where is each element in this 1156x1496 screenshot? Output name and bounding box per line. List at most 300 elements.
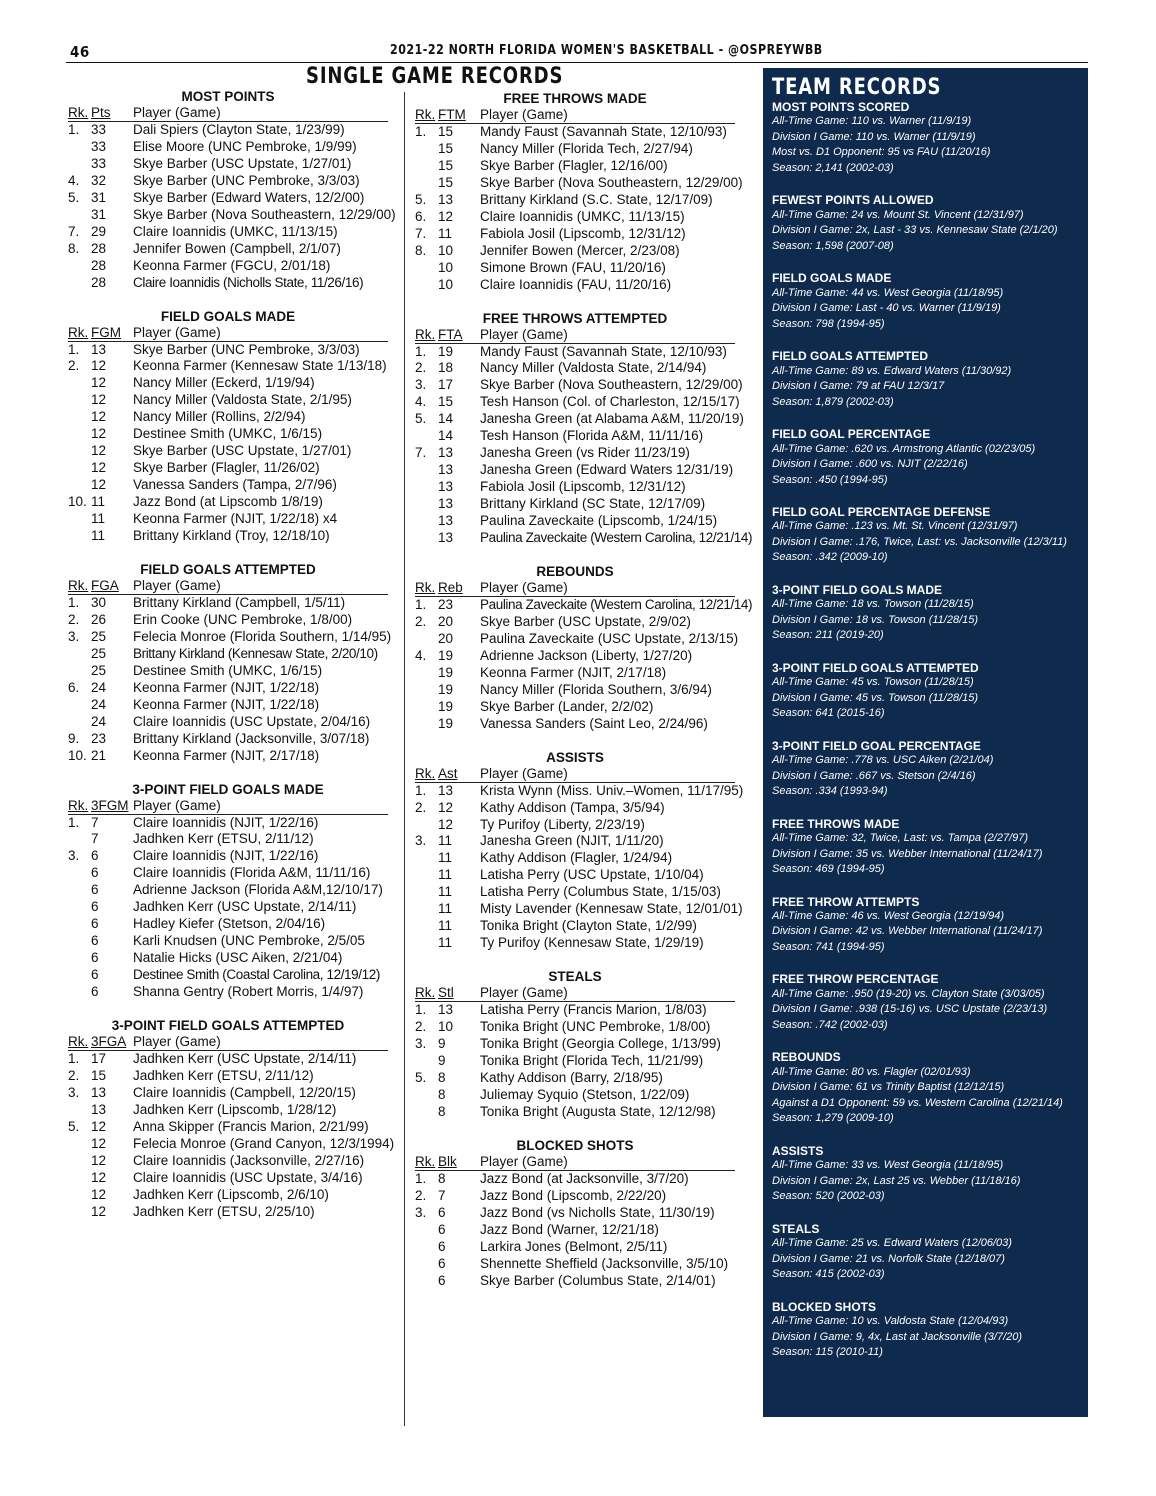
team-record bbox=[772, 895, 1088, 956]
rank: 8. bbox=[415, 242, 427, 258]
player-header: Player (Game) bbox=[133, 577, 221, 593]
team-record-line: All-Time Game: 89 vs. Edward Waters (11/30/92) bbox=[772, 364, 1012, 377]
player-game: Simone Brown (FAU, 11/20/16) bbox=[480, 259, 666, 275]
rank-header: Rk. bbox=[68, 577, 89, 593]
record-row bbox=[415, 260, 745, 277]
category-header-row bbox=[68, 578, 388, 595]
player-game: Paulina Zaveckaite (Lipscomb, 1/24/15) bbox=[480, 513, 718, 529]
player-game: Skye Barber (Flagler, 11/26/02) bbox=[133, 460, 320, 476]
team-record-line: Division I Game: Last - 40 vs. Warner (11/9/19) bbox=[772, 302, 1001, 315]
record-row bbox=[68, 190, 398, 207]
record-row bbox=[68, 984, 398, 1001]
rank bbox=[68, 1102, 91, 1119]
rank bbox=[68, 865, 91, 882]
category-header-row bbox=[415, 107, 735, 124]
rank bbox=[415, 479, 438, 496]
record-row bbox=[415, 1036, 745, 1053]
player-header: Player (Game) bbox=[480, 579, 568, 595]
rank: 10. bbox=[68, 747, 87, 763]
record-row bbox=[415, 124, 745, 141]
team-record-line: Division I Game: 45 vs. Towson (11/28/15) bbox=[772, 691, 979, 704]
player-game: Destinee Smith (Coastal Carolina, 12/19/12) bbox=[133, 967, 380, 983]
record-row bbox=[415, 1019, 745, 1036]
rank: 1. bbox=[68, 122, 80, 137]
rank: 4. bbox=[415, 394, 427, 410]
record-value: 12 bbox=[91, 392, 107, 408]
player-header: Player (Game) bbox=[133, 105, 221, 120]
record-row bbox=[415, 1188, 745, 1205]
record-value: 23 bbox=[91, 730, 107, 746]
rank bbox=[415, 1222, 438, 1239]
record-value: 13 bbox=[438, 445, 454, 461]
record-row bbox=[415, 833, 745, 850]
team-record-line: Season: .742 (2002-03) bbox=[772, 1018, 888, 1031]
player-game: Latisha Perry (Columbus State, 1/15/03) bbox=[480, 884, 721, 900]
team-record-line: Most vs. D1 Opponent: 95 vs FAU (11/20/16) bbox=[772, 146, 991, 159]
record-row bbox=[68, 697, 398, 714]
record-row bbox=[415, 1222, 745, 1239]
record-value: 15 bbox=[438, 140, 454, 156]
record-value: 11 bbox=[438, 833, 453, 849]
record-value: 11 bbox=[438, 867, 453, 883]
rank: 7. bbox=[415, 225, 427, 241]
record-row bbox=[68, 646, 398, 663]
rank: 1. bbox=[68, 814, 80, 830]
record-value: 12 bbox=[91, 460, 107, 476]
record-value: 6 bbox=[91, 882, 99, 898]
player-game: Ty Purifoy (Liberty, 2/23/19) bbox=[480, 816, 645, 832]
player-game: Brittany Kirkland (Kennesaw State, 2/20/10) bbox=[133, 645, 378, 661]
record-category bbox=[68, 88, 398, 292]
record-row bbox=[415, 1070, 745, 1087]
record-value: 15 bbox=[438, 157, 454, 173]
player-game: Tesh Hanson (Florida A&M, 11/11/16) bbox=[480, 428, 704, 444]
category-header-row bbox=[415, 1154, 735, 1171]
rank: 6. bbox=[68, 679, 80, 695]
player-game: Jazz Bond (Lipscomb, 2/22/20) bbox=[480, 1187, 667, 1203]
record-value: 13 bbox=[438, 1002, 454, 1018]
rank: 4. bbox=[415, 647, 427, 663]
record-value: 11 bbox=[91, 511, 106, 527]
player-header: Player (Game) bbox=[133, 324, 221, 340]
record-value: 12 bbox=[91, 358, 107, 374]
record-row bbox=[68, 848, 398, 865]
player-game: Jadhken Kerr (USC Upstate, 2/14/11) bbox=[133, 1050, 357, 1066]
record-row bbox=[68, 258, 398, 275]
record-value: 13 bbox=[438, 191, 454, 207]
record-row bbox=[68, 612, 398, 629]
team-record-line: All-Time Game: 25 vs. Edward Waters (12/06/03) bbox=[772, 1237, 1012, 1250]
player-game: Skye Barber (USC Upstate, 2/9/02) bbox=[480, 613, 691, 629]
rank bbox=[68, 984, 91, 1001]
record-row bbox=[68, 595, 398, 612]
record-value: 24 bbox=[91, 713, 107, 729]
record-row bbox=[415, 530, 753, 547]
player-game: Claire Ioannidis (Jacksonville, 2/27/16) bbox=[133, 1152, 365, 1168]
record-value: 12 bbox=[91, 443, 107, 459]
player-game: Claire Ioannidis (USC Upstate, 2/04/16) bbox=[133, 713, 371, 729]
player-game: Destinee Smith (UMKC, 1/6/15) bbox=[133, 662, 323, 678]
record-value: 10 bbox=[438, 1019, 454, 1035]
record-row bbox=[415, 1239, 745, 1256]
player-game: Nancy Miller (Valdosta State, 2/14/94) bbox=[480, 360, 707, 376]
rank: 1. bbox=[415, 1170, 427, 1186]
record-row bbox=[415, 1104, 745, 1121]
rank bbox=[68, 1136, 91, 1153]
record-row bbox=[68, 629, 398, 646]
player-header: Player (Game) bbox=[480, 326, 568, 342]
value-header: Pts bbox=[91, 105, 111, 120]
category-title: 3-POINT FIELD GOALS MADE bbox=[132, 781, 324, 797]
record-row bbox=[415, 783, 745, 800]
column-divider bbox=[404, 92, 405, 1426]
rank bbox=[415, 513, 438, 530]
record-value: 19 bbox=[438, 698, 454, 714]
record-value: 15 bbox=[438, 174, 454, 190]
record-value: 12 bbox=[91, 409, 107, 425]
record-row bbox=[68, 1068, 398, 1085]
record-value: 6 bbox=[91, 899, 99, 915]
record-value: 12 bbox=[91, 1169, 107, 1185]
rank bbox=[68, 933, 91, 950]
record-value: 25 bbox=[91, 645, 107, 661]
record-row bbox=[68, 882, 398, 899]
record-value: 26 bbox=[91, 611, 107, 627]
team-record-line: Against a D1 Opponent: 59 vs. Western Carolina (12/21/14) bbox=[772, 1096, 1063, 1109]
team-record-line: Season: 1,879 (2002-03) bbox=[772, 395, 894, 408]
record-value: 19 bbox=[438, 715, 454, 731]
record-row bbox=[68, 1170, 398, 1187]
player-game: Keonna Farmer (Kennesaw State 1/13/18) bbox=[133, 358, 387, 374]
record-value: 13 bbox=[91, 341, 107, 357]
record-value: 12 bbox=[91, 1203, 107, 1219]
category-header-row bbox=[415, 766, 735, 783]
rank: 2. bbox=[415, 1019, 427, 1035]
player-game: Jadhken Kerr (ETSU, 2/11/12) bbox=[133, 831, 314, 847]
team-records-heading: TEAM RECORDS bbox=[772, 75, 942, 100]
rank bbox=[68, 477, 91, 494]
record-row bbox=[415, 1273, 745, 1290]
record-row bbox=[68, 375, 398, 392]
record-row bbox=[68, 477, 398, 494]
record-value: 15 bbox=[438, 394, 454, 410]
team-record-line: Season: 2,141 (2002-03) bbox=[772, 161, 894, 174]
category-title: FIELD GOALS ATTEMPTED bbox=[140, 561, 316, 577]
player-header: Player (Game) bbox=[480, 765, 568, 781]
rank: 3. bbox=[68, 1084, 80, 1100]
record-value: 11 bbox=[91, 494, 106, 510]
team-record-line: All-Time Game: 33 vs. West Georgia (11/18/95) bbox=[772, 1159, 1004, 1172]
player-game: Mandy Faust (Savannah State, 12/10/93) bbox=[480, 343, 727, 359]
player-game: Skye Barber (Nova Southeastern, 12/29/00) bbox=[480, 174, 743, 190]
rank bbox=[415, 867, 438, 884]
rank bbox=[415, 918, 438, 935]
rank: 10. bbox=[68, 494, 87, 510]
player-header: Player (Game) bbox=[133, 797, 221, 813]
team-record-title: 3-POINT FIELD GOALS ATTEMPTED bbox=[772, 660, 979, 675]
player-game: Jadhken Kerr (ETSU, 2/11/12) bbox=[133, 1067, 314, 1083]
record-row bbox=[68, 460, 398, 477]
record-row bbox=[68, 511, 398, 528]
player-game: Keonna Farmer (NJIT, 2/17/18) bbox=[133, 747, 320, 763]
rank bbox=[415, 901, 438, 918]
record-category bbox=[68, 561, 398, 765]
rank: 6. bbox=[415, 208, 427, 224]
record-value: 8 bbox=[438, 1069, 446, 1085]
publication-title: 2021-22 NORTH FLORIDA WOMEN'S BASKETBALL - @OSPREYWBB bbox=[390, 43, 823, 58]
rank: 5. bbox=[415, 411, 427, 427]
record-row bbox=[415, 800, 745, 817]
record-category bbox=[415, 90, 745, 294]
team-record-line: All-Time Game: 18 vs. Towson (11/28/15) bbox=[772, 598, 974, 611]
player-game: Destinee Smith (UMKC, 1/6/15) bbox=[133, 426, 323, 442]
rank: 1. bbox=[415, 343, 427, 359]
record-value: 12 bbox=[91, 375, 107, 391]
player-game: Skye Barber (USC Upstate, 1/27/01) bbox=[133, 155, 352, 171]
rank bbox=[68, 967, 91, 984]
player-game: Shennette Sheffield (Jacksonville, 3/5/10) bbox=[480, 1255, 729, 1271]
record-value: 11 bbox=[438, 850, 453, 866]
record-row bbox=[68, 967, 398, 984]
player-game: Fabiola Josil (Lipscomb, 12/31/12) bbox=[480, 225, 686, 241]
player-game: Janesha Green (NJIT, 1/11/20) bbox=[480, 833, 664, 849]
team-record-title: FEWEST POINTS ALLOWED bbox=[772, 193, 934, 208]
team-record-line: All-Time Game: 110 vs. Warner (11/9/19) bbox=[772, 115, 972, 128]
team-record-line: Season: 211 (2019-20) bbox=[772, 629, 884, 642]
rank: 4. bbox=[68, 172, 80, 188]
record-value: 12 bbox=[438, 208, 454, 224]
rank bbox=[68, 443, 91, 460]
player-game: Tesh Hanson (Col. of Charleston, 12/15/17) bbox=[480, 394, 740, 410]
team-record bbox=[772, 1144, 1088, 1205]
category-title: 3-POINT FIELD GOALS ATTEMPTED bbox=[111, 1017, 345, 1033]
record-value: 6 bbox=[438, 1238, 446, 1254]
record-row bbox=[415, 1256, 745, 1273]
player-game: Tonika Bright (UNC Pembroke, 1/8/00) bbox=[480, 1019, 711, 1035]
record-row bbox=[68, 241, 398, 258]
player-game: Nancy Miller (Rollins, 2/2/94) bbox=[133, 409, 306, 425]
team-record-line: Division I Game: 79 at FAU 12/3/17 bbox=[772, 380, 945, 393]
rank bbox=[415, 682, 438, 699]
player-game: Skye Barber (Columbus State, 2/14/01) bbox=[480, 1272, 716, 1288]
player-game: Juliemay Syquio (Stetson, 1/22/09) bbox=[480, 1086, 690, 1102]
rank bbox=[68, 882, 91, 899]
record-category bbox=[415, 749, 745, 953]
category-header-row bbox=[68, 105, 388, 122]
record-value: 28 bbox=[91, 257, 107, 273]
player-game: Brittany Kirkland (Jacksonville, 3/07/18) bbox=[133, 730, 370, 746]
player-game: Skye Barber (UNC Pembroke, 3/3/03) bbox=[133, 172, 360, 188]
player-game: Claire Ioannidis (NJIT, 1/22/16) bbox=[133, 814, 319, 830]
record-row bbox=[415, 277, 745, 294]
record-row bbox=[415, 462, 745, 479]
record-value: 25 bbox=[91, 628, 107, 644]
rank bbox=[68, 1204, 91, 1221]
rank bbox=[68, 831, 91, 848]
rank-header: Rk. bbox=[415, 765, 436, 781]
record-value: 19 bbox=[438, 664, 454, 680]
team-record-title: 3-POINT FIELD GOALS MADE bbox=[772, 582, 943, 597]
record-row bbox=[415, 445, 745, 462]
value-header: FTA bbox=[438, 326, 463, 342]
value-header: 3FGA bbox=[91, 1033, 127, 1049]
record-row bbox=[415, 158, 745, 175]
player-game: Claire Ioannidis (USC Upstate, 3/4/16) bbox=[133, 1169, 363, 1185]
record-row bbox=[415, 665, 745, 682]
category-title: BLOCKED SHOTS bbox=[516, 1137, 634, 1153]
record-row bbox=[415, 716, 745, 733]
team-record-line: All-Time Game: 80 vs. Flagler (02/01/93) bbox=[772, 1065, 971, 1078]
record-value: 11 bbox=[438, 884, 453, 900]
value-header: FTM bbox=[438, 107, 466, 122]
record-row bbox=[415, 209, 745, 226]
record-row bbox=[68, 731, 398, 748]
left-records-column bbox=[68, 88, 398, 1237]
player-game: Ty Purifoy (Kennesaw State, 1/29/19) bbox=[480, 935, 704, 951]
player-game: Jazz Bond (vs Nicholls State, 11/30/19) bbox=[480, 1204, 715, 1220]
record-row bbox=[68, 933, 398, 950]
rank: 2. bbox=[68, 611, 80, 627]
player-game: Adrienne Jackson (Florida A&M,12/10/17) bbox=[133, 882, 383, 898]
player-game: Keonna Farmer (NJIT, 1/22/18) bbox=[133, 679, 320, 695]
player-game: Tonika Bright (Clayton State, 1/2/99) bbox=[480, 918, 697, 934]
record-row bbox=[68, 815, 398, 832]
rank bbox=[68, 1170, 91, 1187]
player-game: Nancy Miller (Eckerd, 1/19/94) bbox=[133, 375, 315, 391]
record-value: 12 bbox=[91, 1118, 107, 1134]
player-game: Fabiola Josil (Lipscomb, 12/31/12) bbox=[480, 479, 686, 495]
player-game: Jennifer Bowen (Mercer, 2/23/08) bbox=[480, 242, 680, 258]
player-game: Keonna Farmer (NJIT, 2/17/18) bbox=[480, 664, 667, 680]
rank: 1. bbox=[68, 1050, 80, 1066]
rank bbox=[415, 935, 438, 952]
rank bbox=[415, 1239, 438, 1256]
record-row bbox=[68, 207, 398, 224]
record-value: 9 bbox=[438, 1036, 446, 1052]
record-value: 13 bbox=[438, 496, 454, 512]
team-record-line: Division I Game: 110 vs. Warner (11/9/19) bbox=[772, 130, 976, 143]
record-row bbox=[68, 831, 398, 848]
record-value: 24 bbox=[91, 679, 107, 695]
player-game: Skye Barber (UNC Pembroke, 3/3/03) bbox=[133, 341, 360, 357]
team-record bbox=[772, 972, 1088, 1033]
record-row bbox=[415, 226, 745, 243]
player-game: Mandy Faust (Savannah State, 12/10/93) bbox=[480, 124, 727, 139]
record-value: 12 bbox=[438, 816, 454, 832]
player-game: Paulina Zaveckaite (Western Carolina, 12/21/14) bbox=[480, 530, 753, 546]
player-game: Skye Barber (Flagler, 12/16/00) bbox=[480, 157, 668, 173]
team-record-line: All-Time Game: .620 vs. Armstrong Atlantic (02/23/05) bbox=[772, 442, 1036, 455]
rank bbox=[415, 1273, 438, 1290]
player-game: Skye Barber (Nova Southeastern, 12/29/00) bbox=[133, 206, 396, 222]
record-value: 31 bbox=[91, 206, 107, 222]
record-value: 6 bbox=[438, 1221, 446, 1237]
record-value: 10 bbox=[438, 259, 454, 275]
record-value: 7 bbox=[91, 831, 99, 847]
value-header: FGA bbox=[91, 577, 119, 593]
team-record-line: Division I Game: 21 vs. Norfolk State (12/18/07) bbox=[772, 1252, 1005, 1265]
team-record-line: All-Time Game: .123 vs. Mt. St. Vincent (12/31/97) bbox=[772, 520, 1018, 533]
rank bbox=[68, 375, 91, 392]
rank: 3. bbox=[415, 1204, 427, 1220]
record-value: 8 bbox=[438, 1103, 446, 1119]
record-value: 12 bbox=[91, 426, 107, 442]
record-row bbox=[68, 1187, 398, 1204]
rank-header: Rk. bbox=[415, 107, 436, 122]
record-row bbox=[415, 901, 745, 918]
record-value: 17 bbox=[438, 377, 454, 393]
team-record-line: Season: 520 (2002-03) bbox=[772, 1190, 885, 1203]
rank: 2. bbox=[68, 1067, 80, 1083]
record-value: 13 bbox=[438, 479, 454, 495]
record-row bbox=[68, 139, 398, 156]
record-value: 11 bbox=[438, 901, 453, 917]
record-category bbox=[68, 1017, 398, 1221]
category-title: FIELD GOALS MADE bbox=[160, 308, 296, 324]
player-game: Jazz Bond (at Lipscomb 1/8/19) bbox=[133, 494, 323, 510]
category-title: REBOUNDS bbox=[536, 563, 614, 579]
record-value: 31 bbox=[91, 189, 107, 205]
value-header: Reb bbox=[438, 579, 463, 595]
rank bbox=[68, 663, 91, 680]
record-row bbox=[415, 411, 745, 428]
team-record-line: Division I Game: 2x, Last 25 vs. Webber (11/18/16) bbox=[772, 1174, 1021, 1187]
player-game: Jadhken Kerr (Lipscomb, 1/28/12) bbox=[133, 1101, 337, 1117]
rank: 3. bbox=[68, 848, 80, 864]
player-game: Tonika Bright (Georgia College, 1/13/99) bbox=[480, 1036, 721, 1052]
rank-header: Rk. bbox=[415, 326, 436, 342]
record-row bbox=[415, 141, 745, 158]
record-row bbox=[68, 899, 398, 916]
record-value: 6 bbox=[91, 933, 99, 949]
record-value: 10 bbox=[438, 242, 454, 258]
record-row bbox=[415, 1087, 745, 1104]
team-record bbox=[772, 505, 1088, 566]
record-value: 20 bbox=[438, 630, 454, 646]
player-game: Larkira Jones (Belmont, 2/5/11) bbox=[480, 1238, 668, 1254]
record-row bbox=[68, 156, 398, 173]
team-record bbox=[772, 1050, 1088, 1126]
value-header: Ast bbox=[438, 765, 458, 781]
record-row bbox=[415, 1205, 745, 1222]
record-value: 24 bbox=[91, 696, 107, 712]
record-row bbox=[415, 699, 745, 716]
player-game: Jennifer Bowen (Campbell, 2/1/07) bbox=[133, 240, 341, 256]
record-value: 33 bbox=[91, 138, 107, 154]
record-value: 14 bbox=[438, 411, 454, 427]
record-value: 6 bbox=[438, 1272, 446, 1288]
record-value: 19 bbox=[438, 647, 454, 663]
value-header: Stl bbox=[438, 985, 454, 1001]
team-record-line: Division I Game: 61 vs Trinity Baptist (12/12/15) bbox=[772, 1081, 1005, 1094]
record-row bbox=[415, 428, 745, 445]
player-game: Janesha Green (at Alabama A&M, 11/20/19) bbox=[480, 411, 744, 427]
record-value: 18 bbox=[438, 360, 454, 376]
rank bbox=[68, 156, 91, 173]
team-record bbox=[772, 583, 1088, 644]
rank: 3. bbox=[415, 1036, 427, 1052]
player-game: Elise Moore (UNC Pembroke, 1/9/99) bbox=[133, 138, 357, 154]
team-record bbox=[772, 1300, 1088, 1361]
record-value: 8 bbox=[438, 1170, 446, 1186]
player-game: Skye Barber (Lander, 2/2/02) bbox=[480, 698, 654, 714]
record-value: 15 bbox=[91, 1067, 107, 1083]
record-row bbox=[415, 850, 745, 867]
team-record-line: All-Time Game: 45 vs. Towson (11/28/15) bbox=[772, 676, 974, 689]
player-game: Natalie Hicks (USC Aiken, 2/21/04) bbox=[133, 950, 343, 966]
player-game: Keonna Farmer (NJIT, 1/22/18) bbox=[133, 696, 320, 712]
record-row bbox=[415, 175, 745, 192]
